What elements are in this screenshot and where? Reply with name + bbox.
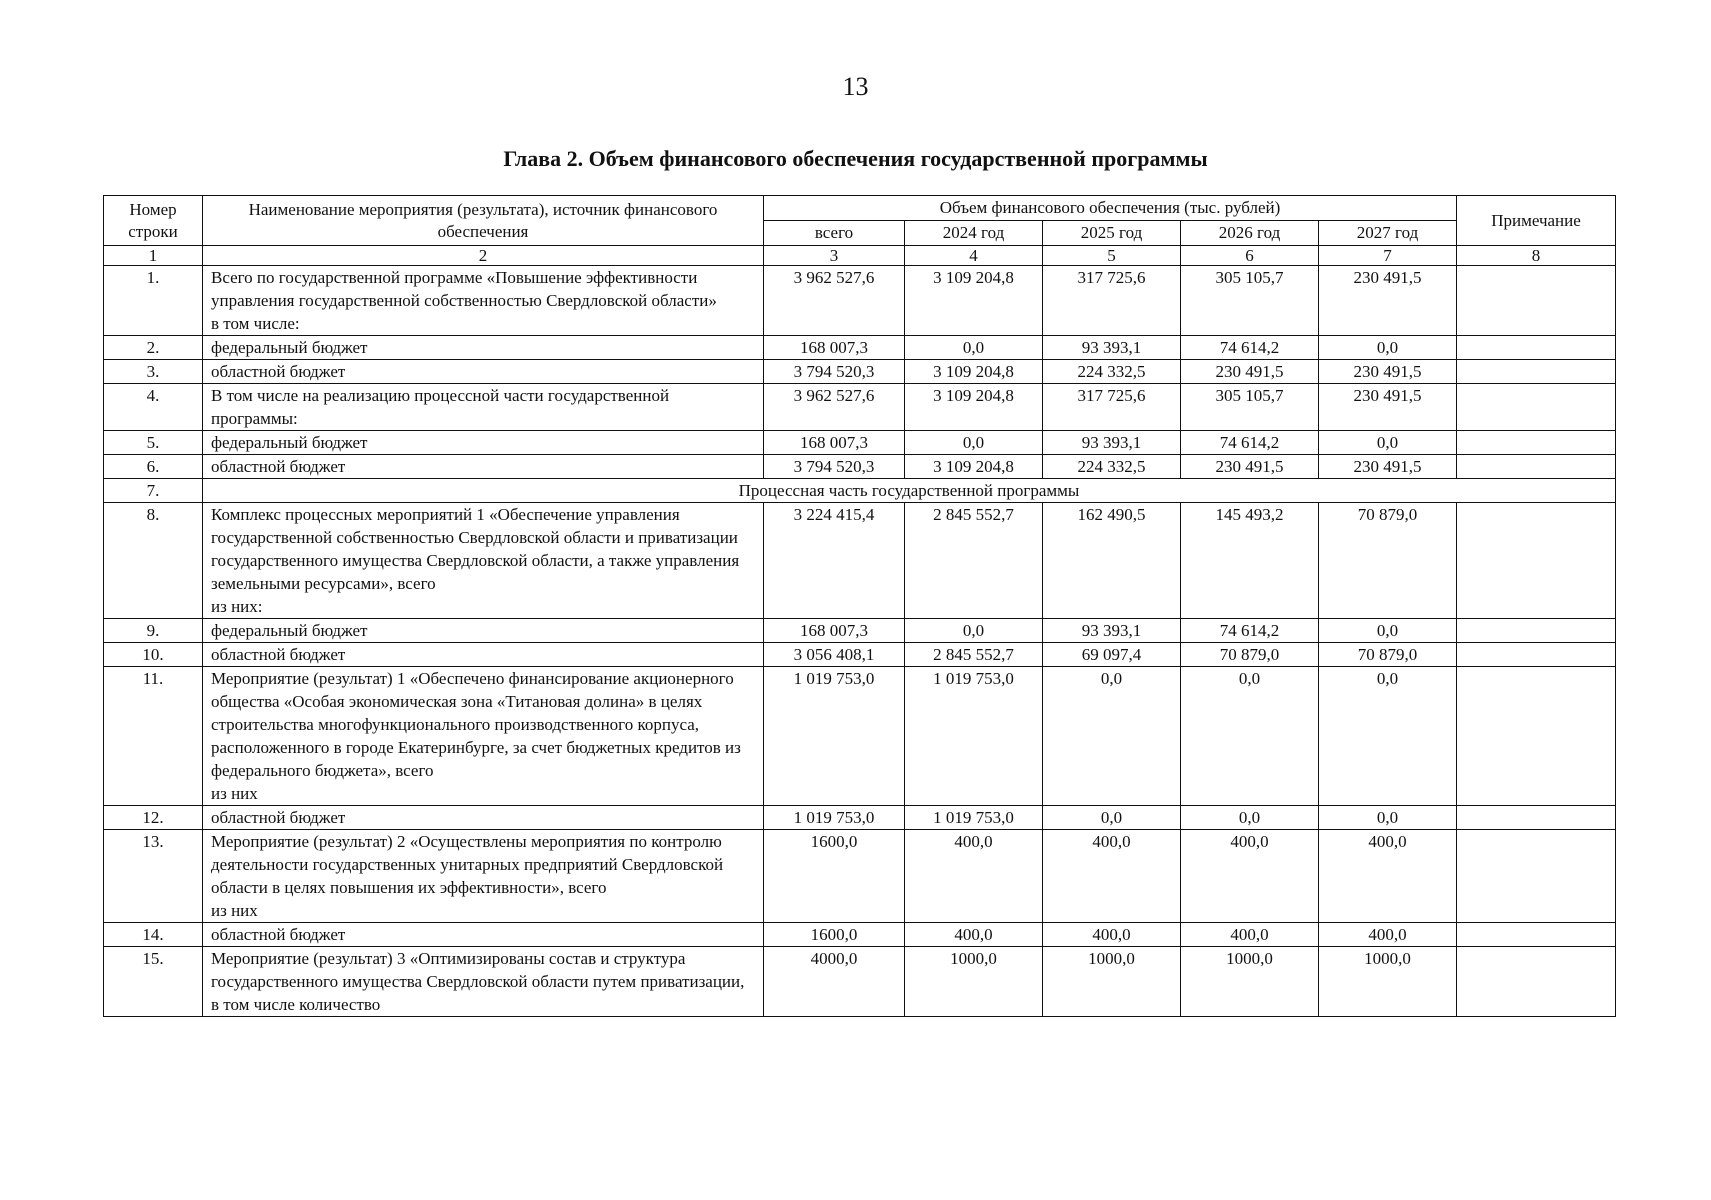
value-note bbox=[1457, 806, 1616, 830]
value-2024: 400,0 bbox=[905, 830, 1043, 923]
value-note bbox=[1457, 947, 1616, 1017]
value-note bbox=[1457, 266, 1616, 336]
value-2025: 162 490,5 bbox=[1043, 503, 1181, 619]
value-2027: 400,0 bbox=[1319, 830, 1457, 923]
row-name: федеральный бюджет bbox=[203, 336, 764, 360]
value-2026: 230 491,5 bbox=[1181, 455, 1319, 479]
value-2025: 317 725,6 bbox=[1043, 266, 1181, 336]
row-number: 8. bbox=[104, 503, 203, 619]
value-2027: 70 879,0 bbox=[1319, 643, 1457, 667]
column-number: 3 bbox=[764, 246, 905, 266]
table-row bbox=[104, 806, 1616, 830]
section-title: Процессная часть государственной программы bbox=[203, 479, 1616, 503]
table-row bbox=[104, 266, 1616, 336]
row-name: Комплекс процессных мероприятий 1 «Обеспечение управления государственной собственностью Свердловской области и приватизации государственного имущества Свердловской области, а также управления земельными ресурсами», всего из них: bbox=[203, 503, 764, 619]
value-2026: 74 614,2 bbox=[1181, 619, 1319, 643]
value-note bbox=[1457, 643, 1616, 667]
value-note bbox=[1457, 830, 1616, 923]
row-number: 6. bbox=[104, 455, 203, 479]
table-body bbox=[104, 266, 1616, 1017]
value-total: 3 794 520,3 bbox=[764, 455, 905, 479]
header-row-number: Номер строки bbox=[104, 196, 203, 246]
row-name: областной бюджет bbox=[203, 643, 764, 667]
header-total: всего bbox=[764, 221, 905, 246]
value-2025: 400,0 bbox=[1043, 830, 1181, 923]
row-name: областной бюджет bbox=[203, 806, 764, 830]
value-note bbox=[1457, 431, 1616, 455]
value-2027: 230 491,5 bbox=[1319, 455, 1457, 479]
value-2025: 224 332,5 bbox=[1043, 360, 1181, 384]
header-2027: 2027 год bbox=[1319, 221, 1457, 246]
value-note bbox=[1457, 619, 1616, 643]
value-2027: 400,0 bbox=[1319, 923, 1457, 947]
value-2024: 2 845 552,7 bbox=[905, 503, 1043, 619]
value-note bbox=[1457, 923, 1616, 947]
value-note bbox=[1457, 360, 1616, 384]
column-number: 6 bbox=[1181, 246, 1319, 266]
value-2024: 3 109 204,8 bbox=[905, 384, 1043, 431]
value-2027: 0,0 bbox=[1319, 431, 1457, 455]
row-number: 4. bbox=[104, 384, 203, 431]
value-note bbox=[1457, 503, 1616, 619]
value-note bbox=[1457, 384, 1616, 431]
page-title: Глава 2. Объем финансового обеспечения государственной программы bbox=[503, 146, 1208, 171]
header-2024: 2024 год bbox=[905, 221, 1043, 246]
value-2025: 224 332,5 bbox=[1043, 455, 1181, 479]
row-number: 15. bbox=[104, 947, 203, 1017]
value-2025: 0,0 bbox=[1043, 667, 1181, 806]
value-2027: 0,0 bbox=[1319, 619, 1457, 643]
row-number: 2. bbox=[104, 336, 203, 360]
value-2026: 400,0 bbox=[1181, 830, 1319, 923]
table-row bbox=[104, 455, 1616, 479]
value-2024: 400,0 bbox=[905, 923, 1043, 947]
value-2026: 0,0 bbox=[1181, 806, 1319, 830]
table-row bbox=[104, 431, 1616, 455]
value-note bbox=[1457, 455, 1616, 479]
value-total: 3 962 527,6 bbox=[764, 384, 905, 431]
row-name: федеральный бюджет bbox=[203, 619, 764, 643]
row-name: областной бюджет bbox=[203, 923, 764, 947]
value-2025: 93 393,1 bbox=[1043, 619, 1181, 643]
column-number: 2 bbox=[203, 246, 764, 266]
row-name: областной бюджет bbox=[203, 360, 764, 384]
column-number: 7 bbox=[1319, 246, 1457, 266]
value-2024: 3 109 204,8 bbox=[905, 360, 1043, 384]
value-total: 3 224 415,4 bbox=[764, 503, 905, 619]
value-2026: 230 491,5 bbox=[1181, 360, 1319, 384]
value-total: 1600,0 bbox=[764, 830, 905, 923]
value-2025: 1000,0 bbox=[1043, 947, 1181, 1017]
row-number: 7. bbox=[104, 479, 203, 503]
value-2027: 0,0 bbox=[1319, 667, 1457, 806]
value-2024: 0,0 bbox=[905, 336, 1043, 360]
header-2025: 2025 год bbox=[1043, 221, 1181, 246]
row-number: 10. bbox=[104, 643, 203, 667]
value-total: 3 962 527,6 bbox=[764, 266, 905, 336]
value-2027: 1000,0 bbox=[1319, 947, 1457, 1017]
value-2027: 0,0 bbox=[1319, 336, 1457, 360]
value-total: 168 007,3 bbox=[764, 619, 905, 643]
value-2027: 0,0 bbox=[1319, 806, 1457, 830]
value-2025: 400,0 bbox=[1043, 923, 1181, 947]
header-name: Наименование мероприятия (результата), источник финансового обеспечения bbox=[203, 196, 764, 246]
value-total: 3 794 520,3 bbox=[764, 360, 905, 384]
row-name: Мероприятие (результат) 2 «Осуществлены мероприятия по контролю деятельности государственных унитарных предприятий Свердловской области в целях повышения их эффективности», всего из них bbox=[203, 830, 764, 923]
financing-table bbox=[103, 195, 1616, 1017]
row-name: Мероприятие (результат) 1 «Обеспечено финансирование акционерного общества «Особая экономическая зона «Титановая долина» в целях строительства многофункционального производственного корпуса, расположенного в городе Екатеринбурге, за счет бюджетных кредитов из федерального бюджета», всего из них bbox=[203, 667, 764, 806]
row-name: федеральный бюджет bbox=[203, 431, 764, 455]
row-number: 14. bbox=[104, 923, 203, 947]
value-2026: 1000,0 bbox=[1181, 947, 1319, 1017]
table-row bbox=[104, 947, 1616, 1017]
value-2024: 1 019 753,0 bbox=[905, 806, 1043, 830]
header-2026: 2026 год bbox=[1181, 221, 1319, 246]
value-2026: 400,0 bbox=[1181, 923, 1319, 947]
column-number: 1 bbox=[104, 246, 203, 266]
value-2026: 0,0 bbox=[1181, 667, 1319, 806]
table-row bbox=[104, 619, 1616, 643]
value-total: 168 007,3 bbox=[764, 431, 905, 455]
table-row bbox=[104, 667, 1616, 806]
value-2026: 145 493,2 bbox=[1181, 503, 1319, 619]
value-2027: 230 491,5 bbox=[1319, 266, 1457, 336]
value-total: 1 019 753,0 bbox=[764, 806, 905, 830]
table-row bbox=[104, 643, 1616, 667]
column-number: 8 bbox=[1457, 246, 1616, 266]
value-2024: 0,0 bbox=[905, 619, 1043, 643]
header-note: Примечание bbox=[1457, 196, 1616, 246]
table-row bbox=[104, 923, 1616, 947]
row-number: 3. bbox=[104, 360, 203, 384]
row-name: В том числе на реализацию процессной части государственной программы: bbox=[203, 384, 764, 431]
value-2024: 3 109 204,8 bbox=[905, 266, 1043, 336]
value-total: 3 056 408,1 bbox=[764, 643, 905, 667]
row-number: 5. bbox=[104, 431, 203, 455]
value-total: 4000,0 bbox=[764, 947, 905, 1017]
value-2027: 230 491,5 bbox=[1319, 360, 1457, 384]
value-2026: 74 614,2 bbox=[1181, 336, 1319, 360]
table-row bbox=[104, 336, 1616, 360]
value-2025: 93 393,1 bbox=[1043, 431, 1181, 455]
row-number: 13. bbox=[104, 830, 203, 923]
row-name: Всего по государственной программе «Повышение эффективности управления государственной собственностью Свердловской области» в том числе: bbox=[203, 266, 764, 336]
value-2026: 70 879,0 bbox=[1181, 643, 1319, 667]
row-number: 11. bbox=[104, 667, 203, 806]
page-number: 13 bbox=[842, 72, 869, 101]
table-row bbox=[104, 503, 1616, 619]
value-total: 168 007,3 bbox=[764, 336, 905, 360]
value-2025: 93 393,1 bbox=[1043, 336, 1181, 360]
value-2024: 1 019 753,0 bbox=[905, 667, 1043, 806]
value-2025: 0,0 bbox=[1043, 806, 1181, 830]
row-name: Мероприятие (результат) 3 «Оптимизированы состав и структура государственного имущества Свердловской области путем приватизации, в том числе количество bbox=[203, 947, 764, 1017]
row-number: 9. bbox=[104, 619, 203, 643]
value-2025: 69 097,4 bbox=[1043, 643, 1181, 667]
value-2024: 1000,0 bbox=[905, 947, 1043, 1017]
row-name: областной бюджет bbox=[203, 455, 764, 479]
header-volume: Объем финансового обеспечения (тыс. рублей) bbox=[764, 196, 1457, 221]
value-2027: 70 879,0 bbox=[1319, 503, 1457, 619]
value-note bbox=[1457, 336, 1616, 360]
table-row bbox=[104, 360, 1616, 384]
value-2026: 305 105,7 bbox=[1181, 384, 1319, 431]
value-2026: 305 105,7 bbox=[1181, 266, 1319, 336]
column-number: 5 bbox=[1043, 246, 1181, 266]
value-2026: 74 614,2 bbox=[1181, 431, 1319, 455]
value-2025: 317 725,6 bbox=[1043, 384, 1181, 431]
table-row bbox=[104, 830, 1616, 923]
value-2024: 0,0 bbox=[905, 431, 1043, 455]
row-number: 12. bbox=[104, 806, 203, 830]
value-note bbox=[1457, 667, 1616, 806]
row-number: 1. bbox=[104, 266, 203, 336]
column-number-row bbox=[104, 246, 1616, 266]
table-header-row bbox=[104, 196, 1616, 221]
table-row bbox=[104, 384, 1616, 431]
value-total: 1 019 753,0 bbox=[764, 667, 905, 806]
value-2027: 230 491,5 bbox=[1319, 384, 1457, 431]
value-2024: 3 109 204,8 bbox=[905, 455, 1043, 479]
table-row bbox=[104, 479, 1616, 503]
value-2024: 2 845 552,7 bbox=[905, 643, 1043, 667]
column-number: 4 bbox=[905, 246, 1043, 266]
value-total: 1600,0 bbox=[764, 923, 905, 947]
